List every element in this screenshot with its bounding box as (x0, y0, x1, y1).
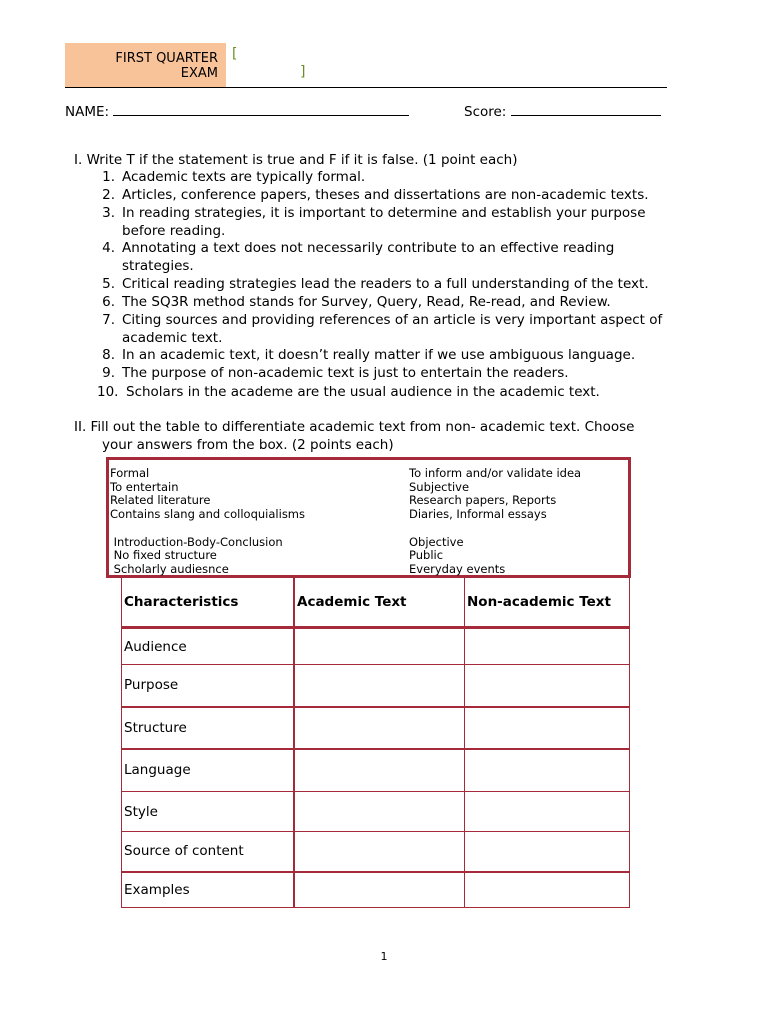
answer-cell[interactable] (294, 749, 465, 792)
row-label: Purpose (122, 665, 295, 707)
item-text: The purpose of non-academic text is just to entertain the readers. (122, 365, 569, 381)
header-non-academic-text: Non-academic Text (465, 578, 630, 628)
table-row (122, 707, 630, 749)
part2-instruction (74, 418, 694, 454)
choice-item: Diaries, Informal essays (409, 507, 547, 522)
choice-item: To entertain (110, 479, 179, 494)
choice-item: Formal (110, 466, 150, 480)
item-text: In reading strategies, it is important to determine and establish your purpose before reading. (122, 205, 646, 239)
exam-title-line2: EXAM (180, 66, 218, 81)
answer-cell[interactable] (465, 707, 630, 749)
bracket-open: [ (232, 46, 238, 62)
row-label: Audience (122, 628, 295, 665)
header-characteristics: Characteristics (122, 578, 295, 628)
comparison-table (121, 578, 630, 908)
header-academic-text: Academic Text (294, 578, 465, 628)
choice-item: Introduction-Body-Conclusion (110, 534, 283, 549)
item-number: 6. (102, 294, 115, 310)
table-row (122, 792, 630, 832)
part2-instruction-line2: your answers from the box. (2 points each) (102, 437, 394, 453)
item-number: 7. (102, 312, 115, 328)
choices-left-column (110, 467, 305, 577)
part2-instruction-line1: II. Fill out the table to differentiate academic text from non- academic text. Choose (74, 419, 635, 435)
choice-spacer (409, 522, 581, 536)
item-text: Articles, conference papers, theses and dissertations are non-academic texts. (122, 187, 649, 203)
answer-cell[interactable] (465, 749, 630, 792)
choice-item: Contains slang and colloquialisms (110, 507, 306, 522)
item-number: 3. (102, 205, 115, 221)
table-row (122, 872, 630, 908)
row-label: Language (122, 749, 295, 792)
item-text: In an academic text, it doesn’t really matter if we use ambiguous language. (122, 347, 636, 363)
item-number: 10. (97, 384, 119, 400)
item-text: Annotating a text does not necessarily contribute to an effective reading strategies. (122, 240, 615, 274)
score-label: Score: (464, 104, 507, 120)
choice-spacer (110, 522, 305, 536)
table-row (122, 749, 630, 792)
item-number: 5. (102, 276, 115, 292)
item-text: Citing sources and providing references of an article is very important aspect of academic text. (122, 312, 663, 346)
exam-title-box (65, 43, 226, 87)
row-label: Source of content (122, 832, 295, 872)
page-number: 1 (380, 950, 388, 963)
table-header-row (122, 578, 630, 628)
item-text: The SQ3R method stands for Survey, Query, Read, Re-read, and Review. (122, 294, 611, 310)
answer-cell[interactable] (294, 792, 465, 832)
answer-cell[interactable] (294, 872, 465, 908)
item-number: 9. (102, 365, 115, 381)
choice-item: Subjective (409, 479, 470, 494)
answer-cell[interactable] (465, 872, 630, 908)
choice-item: Public (409, 548, 444, 563)
answer-cell[interactable] (465, 832, 630, 872)
table-row (122, 832, 630, 872)
item-number: 4. (102, 240, 115, 256)
item-number: 8. (102, 347, 115, 363)
answer-cell[interactable] (294, 665, 465, 707)
bracket-close: ] (300, 64, 306, 80)
item-number: 1. (102, 169, 115, 185)
name-field[interactable] (65, 103, 409, 120)
answer-cell[interactable] (465, 665, 630, 707)
choice-item: To inform and/or validate idea (409, 466, 582, 480)
answer-cell[interactable] (294, 832, 465, 872)
choice-item: Everyday events (409, 561, 506, 576)
header-divider (65, 87, 667, 88)
item-number: 2. (102, 187, 115, 203)
choice-item: Scholarly audiesnce (110, 561, 229, 576)
answer-cell[interactable] (294, 628, 465, 665)
score-blank[interactable] (511, 103, 661, 116)
answer-cell[interactable] (465, 792, 630, 832)
choice-item: Objective (409, 534, 464, 549)
name-blank[interactable] (113, 103, 409, 116)
item-text: Critical reading strategies lead the readers to a full understanding of the text. (122, 276, 649, 292)
row-label: Style (122, 792, 295, 832)
answer-cell[interactable] (294, 707, 465, 749)
exam-title-line1: FIRST QUARTER (115, 51, 218, 66)
choices-right-column (409, 467, 581, 577)
score-field[interactable] (464, 103, 661, 120)
choice-item: Related literature (110, 493, 211, 508)
answer-cell[interactable] (465, 628, 630, 665)
answer-choices-box (106, 457, 631, 578)
part1-instruction: I. Write T if the statement is true and F if it is false. (1 point each) (74, 152, 518, 168)
table-row (122, 628, 630, 665)
row-label: Examples (122, 872, 295, 908)
name-label: NAME: (65, 104, 110, 120)
choice-item: No fixed structure (110, 548, 217, 563)
item-text: Scholars in the academe are the usual audience in the academic text. (126, 384, 600, 400)
table-row (122, 665, 630, 707)
item-text: Academic texts are typically formal. (122, 169, 366, 185)
row-label: Structure (122, 707, 295, 749)
choice-item: Research papers, Reports (409, 493, 557, 508)
